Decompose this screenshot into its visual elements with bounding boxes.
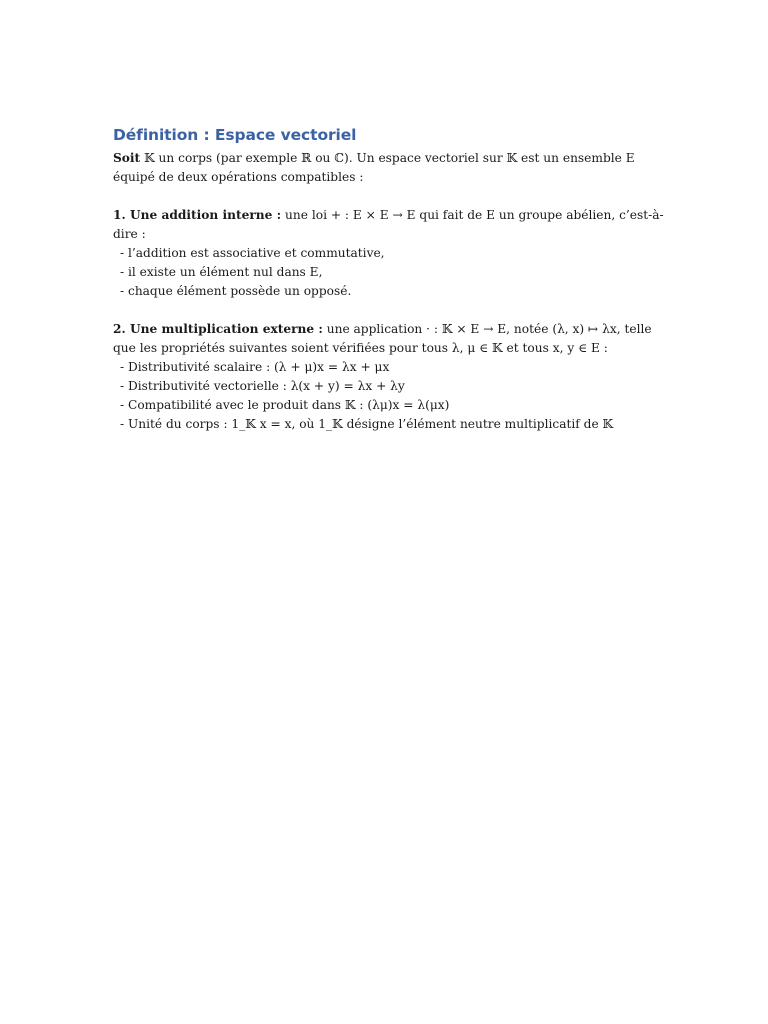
section-2-text: une application · : 𝕂 × E → E, notée (λ, x) ↦ λx, telle que les propriétés suivantes soient vérifiées pour tous λ, μ ∈ 𝕂 et tous x, y ∈ E : bbox=[113, 322, 652, 355]
intro-lead: Soit bbox=[113, 151, 141, 165]
document-page bbox=[113, 125, 673, 434]
section-2-item: - Distributivité vectorielle : λ(x + y) = λx + λy bbox=[120, 379, 405, 393]
section-1-item: - il existe un élément nul dans E, bbox=[120, 265, 323, 279]
paragraph-gap bbox=[113, 187, 673, 206]
paragraph-gap bbox=[113, 301, 673, 320]
section-2-item: - Distributivité scalaire : (λ + μ)x = λx + μx bbox=[120, 360, 390, 374]
section-1-text: une loi + : E × E → E qui fait de E un groupe abélien, c’est-à-dire : bbox=[113, 208, 664, 241]
section-1-paragraph bbox=[113, 206, 673, 244]
section-1-item: - l’addition est associative et commutative, bbox=[120, 246, 385, 260]
section-2-item: - Compatibilité avec le produit dans 𝕂 : (λμ)x = λ(μx) bbox=[120, 398, 450, 412]
section-2-paragraph bbox=[113, 320, 673, 358]
section-1-item: - chaque élément possède un opposé. bbox=[120, 284, 352, 298]
page-title: Définition : Espace vectoriel bbox=[113, 126, 357, 144]
section-1-heading: 1. Une addition interne : bbox=[113, 208, 282, 222]
section-2-item: - Unité du corps : 1_𝕂 x = x, où 1_𝕂 désigne l’élément neutre multiplicatif de 𝕂 bbox=[120, 417, 614, 431]
intro-text: 𝕂 un corps (par exemple ℝ ou ℂ). Un espace vectoriel sur 𝕂 est un ensemble E équipé de deux opérations compatibles : bbox=[113, 151, 635, 184]
section-2-heading: 2. Une multiplication externe : bbox=[113, 322, 323, 336]
intro-paragraph bbox=[113, 149, 673, 187]
